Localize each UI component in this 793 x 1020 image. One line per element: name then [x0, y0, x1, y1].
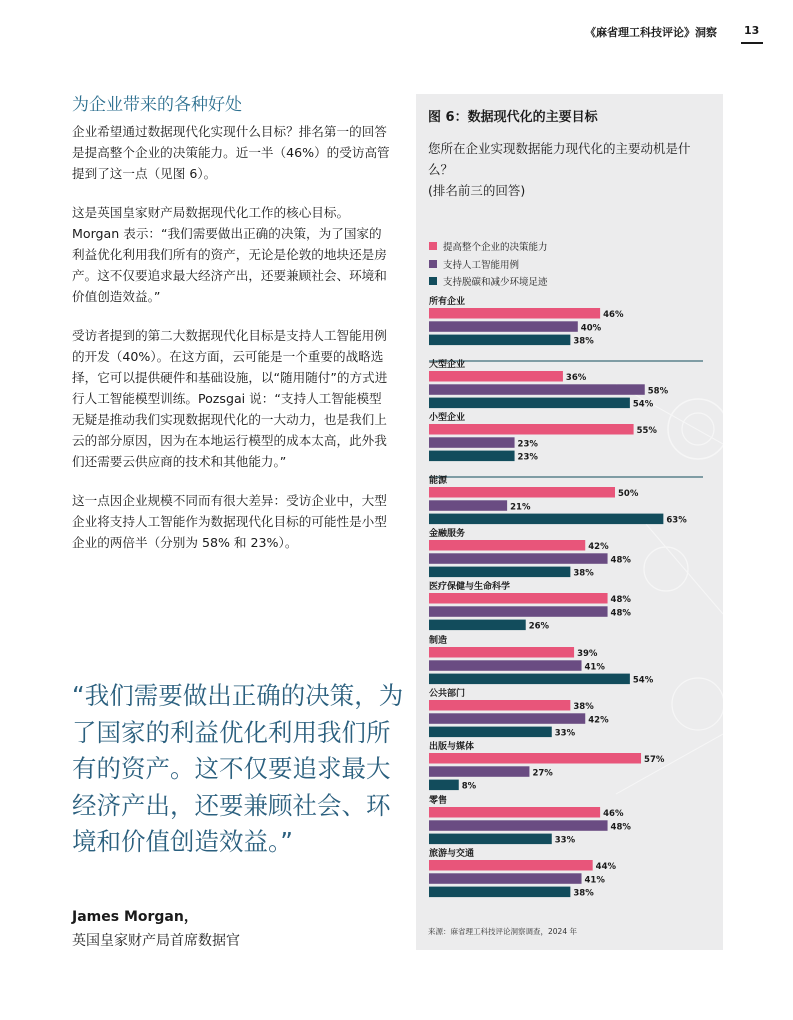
bar-value-label: 48% — [610, 555, 631, 566]
page-number: 13 — [744, 24, 760, 37]
bar — [429, 321, 578, 332]
bar-value-label: 33% — [554, 728, 576, 739]
legend-label: 支持人工智能用例 — [443, 259, 520, 271]
bar — [429, 820, 608, 831]
bar — [429, 398, 630, 409]
page-number-underline — [741, 42, 763, 44]
bar — [429, 620, 526, 631]
bar — [429, 437, 515, 448]
group-label: 制造 — [429, 636, 448, 646]
bar — [429, 593, 608, 604]
bar-value-label: 55% — [636, 426, 657, 436]
bar — [429, 713, 585, 724]
bar-value-label: 38% — [573, 888, 594, 899]
bar — [429, 308, 600, 319]
bar-value-label: 57% — [644, 755, 665, 765]
bar — [429, 500, 507, 511]
group-label: 旅游与交通 — [429, 849, 475, 859]
bar-value-label: 27% — [532, 768, 553, 779]
bar-value-label: 23% — [517, 439, 538, 450]
bar — [429, 606, 608, 617]
group-label: 零售 — [429, 796, 448, 806]
bar-value-label: 42% — [588, 715, 609, 726]
bar-value-label: 46% — [603, 310, 624, 320]
group-label: 小型企业 — [429, 413, 466, 423]
bar-value-label: 63% — [666, 515, 687, 526]
bar-value-label: 26% — [528, 621, 550, 632]
bar — [429, 727, 552, 738]
group-label: 公共部门 — [429, 689, 466, 699]
group-label: 医疗保健与生命科学 — [429, 582, 511, 592]
legend-label: 支持脱碳和减少环境足迹 — [443, 277, 548, 288]
bar — [429, 514, 663, 525]
bar — [429, 451, 515, 462]
bar — [429, 553, 608, 564]
bar — [429, 700, 570, 711]
chart-decoration — [616, 384, 723, 794]
pull-quote: “我们需要做出正确的决策，为了国家的利益优化利用我们所有的资产。这不仅要追求最大经济产出，还要兼顾社会、环境和价值创造效益。” — [72, 681, 404, 856]
paragraph: 受访者提到的第二大数据现代化目标是支持人工智能用例的开发（40%）。在这方面，云可能是一个重要的战略选择，它可以提供硬件和基础设施，以“随用随付”的方式进行人工智能模型训练。Pozsgai 说：“支持人工智能模型无疑是推动我们实现数据现代化的一大动力，也是我们上云的部分原因，因为在本地运行模型的成本太高，此外我们还需要云供应商的技术和其他能力。” — [72, 328, 388, 469]
bar-value-label: 8% — [461, 781, 477, 792]
body-text — [72, 121, 392, 571]
bar — [429, 487, 615, 498]
figure-panel — [416, 94, 723, 950]
bar — [429, 424, 634, 435]
bar — [429, 674, 630, 685]
bar-value-label: 48% — [610, 822, 631, 833]
bar — [429, 780, 459, 791]
group-label: 大型企业 — [429, 360, 466, 370]
bar — [429, 887, 570, 898]
bar-value-label: 48% — [610, 608, 631, 619]
bar-value-label: 44% — [595, 862, 617, 872]
bar — [429, 647, 574, 658]
bar-value-label: 33% — [554, 835, 576, 846]
bar-value-label: 38% — [573, 336, 594, 347]
bar-value-label: 54% — [632, 399, 654, 410]
bar-value-label: 38% — [573, 702, 594, 712]
bar-value-label: 23% — [517, 452, 538, 463]
bar — [429, 384, 645, 395]
bar — [429, 860, 593, 871]
bar — [429, 753, 641, 764]
paragraph: 企业希望通过数据现代化实现什么目标？排名第一的回答是提高整个企业的决策能力。近一半（46%）的受访高管提到了这一点（见图 6）。 — [72, 124, 390, 181]
bar-value-label: 58% — [647, 386, 669, 397]
figure-title: 图 6：数据现代化的主要目标 — [428, 110, 598, 125]
question-note: (排名前三的回答) — [428, 183, 526, 198]
bar-value-label: 46% — [603, 809, 624, 819]
bar-value-label: 21% — [510, 502, 531, 513]
chart-source: 来源：麻省理工科技评论洞察调查，2024 年 — [428, 927, 577, 936]
bar — [429, 766, 529, 777]
quote-author-role: 英国皇家财产局首席数据官 — [72, 933, 240, 949]
bar — [429, 834, 552, 845]
quote-author: James Morgan， — [72, 909, 198, 925]
running-header-title: 《麻省理工科技评论》洞察 — [585, 26, 717, 39]
bar-value-label: 42% — [588, 542, 609, 552]
bar — [429, 335, 570, 346]
section-title: 为企业带来的各种好处 — [72, 95, 242, 115]
group-label: 金融服务 — [429, 529, 466, 539]
bar-value-label: 41% — [584, 875, 605, 886]
bar-chart — [416, 94, 723, 924]
group-label: 所有企业 — [429, 297, 466, 307]
paragraph: 这一点因企业规模不同而有很大差异：受访企业中，大型企业将支持人工智能作为数据现代化目标的可能性是小型企业的两倍半（分别为 58% 和 23%）。 — [72, 493, 387, 550]
group-label: 能源 — [429, 476, 448, 486]
bar — [429, 660, 582, 671]
bar-value-label: 38% — [573, 568, 594, 579]
bar-value-label: 41% — [584, 662, 605, 673]
legend-label: 提高整个企业的决策能力 — [443, 242, 548, 253]
bar — [429, 540, 585, 551]
bar-value-label: 48% — [610, 595, 631, 605]
paragraph: 这是英国皇家财产局数据现代化工作的核心目标。Morgan 表示：“我们需要做出正确的决策，为了国家的利益优化利用我们所有的资产，无论是伦敦的地块还是房产。这不仅要追求最大经济产出，还要兼顾社会、环境和价值创造效益。” — [72, 205, 387, 304]
bar — [429, 807, 600, 818]
bar-value-label: 39% — [577, 649, 598, 659]
question-text: 您所在企业实现数据能力现代化的主要动机是什么？ — [428, 141, 691, 177]
bar-value-label: 40% — [580, 323, 602, 334]
bar-value-label: 50% — [618, 489, 639, 499]
bar — [429, 371, 563, 382]
group-label: 出版与媒体 — [429, 742, 475, 752]
bar-value-label: 54% — [632, 675, 654, 686]
bar-value-label: 36% — [565, 373, 587, 383]
bar — [429, 873, 582, 884]
bar — [429, 567, 570, 578]
